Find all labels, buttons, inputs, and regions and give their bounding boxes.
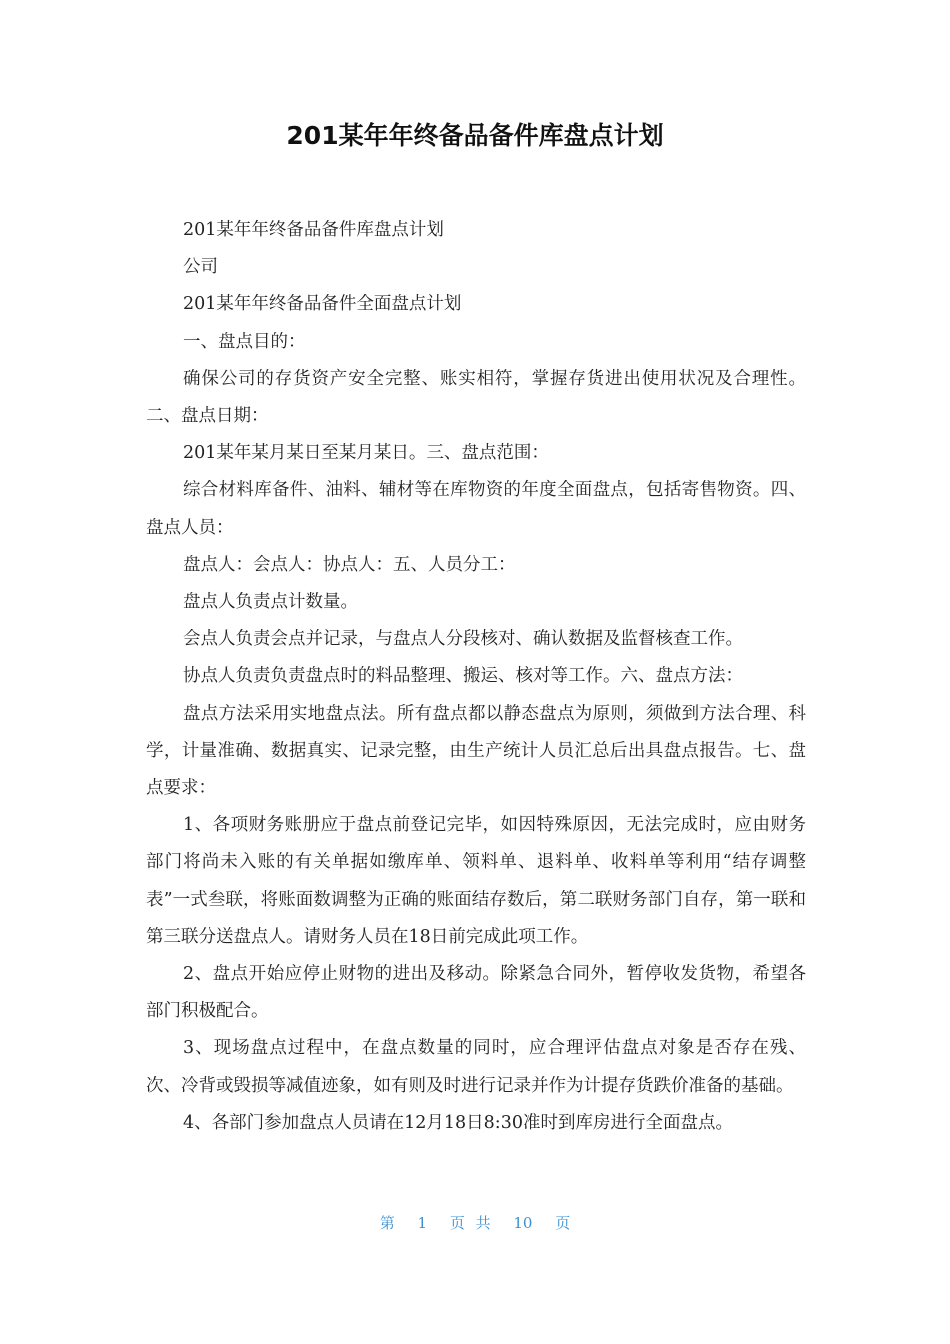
paragraph: 4、各部门参加盘点人员请在12月18日8:30准时到库房进行全面盘点。 — [183, 1112, 733, 1133]
paragraph: 一、盘点目的： — [183, 331, 306, 352]
paragraph: 公司 — [183, 257, 218, 278]
paragraph: 盘点方法采用实地盘点法。所有盘点都以静态盘点为原则，须做到方法合理、科学，计量准确、数据真实、记录完整，由生产统计人员汇总后出具盘点报告。七、盘点要求： — [146, 703, 806, 799]
page-label-prefix: 第 — [379, 1214, 395, 1232]
document-title: 201某年年终备品备件库盘点计划 — [286, 121, 664, 150]
page-footer — [0, 1212, 950, 1233]
paragraph: 会点人负责会点并记录，与盘点人分段核对、确认数据及监督核查工作。 — [183, 629, 743, 650]
paragraph: 2、盘点开始应停止财物的进出及移动。除紧急合同外，暂停收发货物，希望各部门积极配合。 — [146, 964, 806, 1022]
paragraph: 201某年某月某日至某月某日。三、盘点范围： — [183, 443, 549, 464]
current-page-number: 1 — [417, 1214, 428, 1232]
paragraph: 确保公司的存货资产安全完整、账实相符，掌握存货进出使用状况及合理性。二、盘点日期： — [146, 368, 806, 427]
page-label-mid: 页 共 — [449, 1214, 491, 1232]
total-pages-number: 10 — [513, 1214, 533, 1232]
page-label-suffix: 页 — [555, 1214, 571, 1232]
paragraph: 201某年年终备品备件全面盘点计划 — [183, 294, 462, 315]
paragraph: 盘点人负责点计数量。 — [183, 592, 358, 613]
paragraph: 201某年年终备品备件库盘点计划 — [183, 220, 444, 240]
document-body — [146, 212, 806, 1142]
paragraph: 盘点人：会点人：协点人：五、人员分工： — [183, 554, 516, 575]
paragraph: 1、各项财务账册应于盘点前登记完毕，如因特殊原因，无法完成时，应由财务部门将尚未入账的有关单据如缴库单、领料单、退料单、收料单等利用“结存调整表”一式叁联，将账面数调整为正确的账面结存数后，第二联财务部门自存，第一联和第三联分送盘点人。请财务人员在18日前完成此项工作。 — [146, 815, 806, 947]
paragraph: 协点人负责负责盘点时的料品整理、搬运、核对等工作。六、盘点方法： — [183, 666, 743, 687]
paragraph: 综合材料库备件、油料、辅材等在库物资的年度全面盘点，包括寄售物资。四、盘点人员： — [146, 480, 806, 538]
paragraph: 3、现场盘点过程中，在盘点数量的同时，应合理评估盘点对象是否存在残、次、冷背或毁损等减值迹象，如有则及时进行记录并作为计提存货跌价准备的基础。 — [146, 1038, 806, 1096]
